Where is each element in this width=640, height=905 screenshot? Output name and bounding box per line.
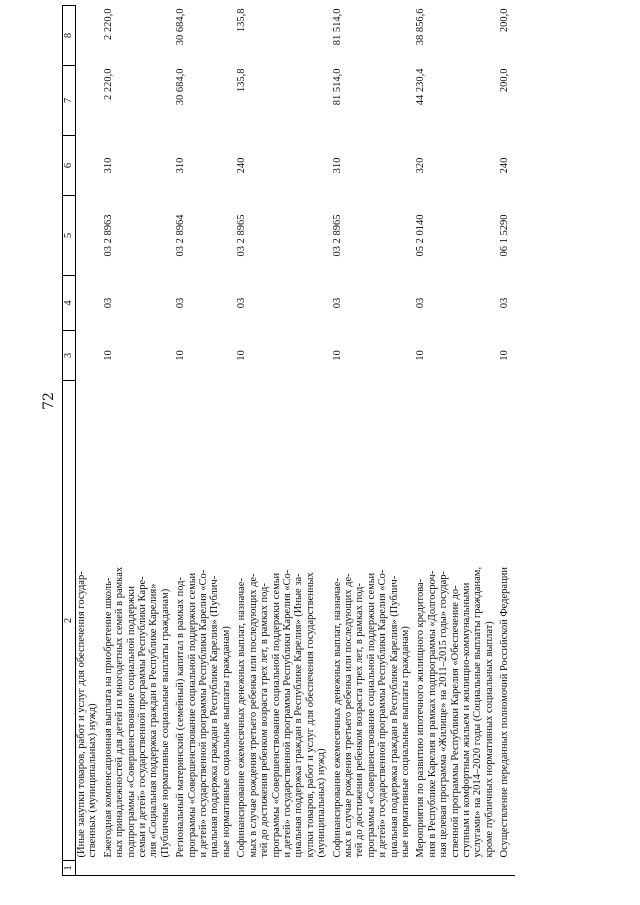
col-header: 1	[63, 861, 76, 876]
row-index-cell	[236, 861, 331, 876]
table-row	[499, 6, 514, 876]
row-expense-type: 310	[102, 157, 114, 174]
row-target-article: 05 2 0140	[415, 214, 427, 257]
row-amount-2: 135,8	[236, 8, 248, 33]
row-target-article: 03 2 8963	[102, 214, 114, 257]
row-target-article: 06 1 5290	[499, 214, 511, 257]
row-index-cell	[175, 861, 236, 876]
row-section	[76, 331, 103, 381]
row-index-cell	[499, 861, 514, 876]
col-header: 5	[63, 196, 76, 276]
row-expense-type: 310	[331, 157, 343, 174]
row-target-article: 03 2 8964	[175, 214, 187, 257]
row-index-cell	[76, 861, 103, 876]
row-amount-1: 200,0	[499, 68, 511, 93]
row-description: Осуществление переданных полномочий Российской Федерации	[499, 567, 511, 858]
row-amount-2: 81 514,0	[331, 8, 343, 46]
table-row	[103, 6, 175, 876]
row-subsection	[76, 276, 103, 331]
row-amount-1	[76, 66, 103, 136]
table-row	[332, 6, 416, 876]
row-target-article: 03 2 8965	[236, 214, 248, 257]
row-expense-type: 240	[236, 157, 248, 174]
row-expense-type	[76, 136, 103, 196]
row-amount-2: 2 220,0	[102, 8, 114, 40]
row-section: 10	[102, 350, 114, 361]
row-amount-2: 30 684,0	[175, 8, 187, 46]
page-number: 72	[40, 392, 57, 410]
row-amount-1: 135,8	[236, 68, 248, 93]
row-amount-1: 44 230,4	[415, 68, 427, 106]
row-section: 10	[499, 350, 511, 361]
row-description: Ежегодная компенсационная выплата на приобретение школь- ных принадлежностей для детей из многодетных семей в рамках подпрограммы «Совершенствование социальной поддержки семьи и детей» государственной программы Республики Каре- лия «Социальная поддержка граждан в Республике Карелия» (Публичные нормативные социальные выплаты гражданам)	[102, 566, 171, 858]
row-expense-type: 240	[499, 157, 511, 174]
row-amount-2: 38 856,6	[415, 8, 427, 46]
row-subsection: 03	[236, 297, 248, 309]
row-section: 10	[236, 350, 248, 361]
row-expense-type: 320	[415, 157, 427, 174]
row-amount-1: 30 684,0	[175, 68, 187, 106]
col-header: 6	[63, 136, 76, 196]
row-amount-2: 200,0	[499, 8, 511, 33]
row-section: 10	[415, 350, 427, 361]
row-description: Софинансирование ежемесячных денежных выплат, назначае- мых в случае рождения третьего ребенка или последующих де- тей до достижения ребенком возраста трех лет, в рамках под- программы «Совершенствование социальной поддержки семьи и детей» государственной программы Республики Карелия «Со- циальная поддержка граждан в Республике Карелия» (Иные за- купки товаров, работ и услуг для обеспечения государственных (муниципальных) нужд)	[236, 569, 328, 858]
col-header: 7	[63, 66, 76, 136]
row-amount-1: 2 220,0	[102, 68, 114, 100]
row-description: (Иные закупки товаров, работ и услуг для обеспечения государ- ственных (муниципальных) нужд)	[76, 571, 99, 858]
budget-table	[62, 5, 515, 876]
col-header: 4	[63, 276, 76, 331]
row-target-article	[76, 196, 103, 276]
col-header: 8	[63, 6, 76, 66]
table-row	[175, 6, 236, 876]
row-expense-type: 310	[175, 157, 187, 174]
row-section: 10	[175, 350, 187, 361]
row-description: Мероприятия по развитию ипотечного жилищного кредитова- ния в Республике Карелия в рамках подпрограммы «Долгосроч- ная целевая программа «Жилище» на 2011–2015 годы» государ- ственной программы Республики Карелия «Обеспечение до- ступным и комфортным жильем и жилищно-коммунальными услугами» на 2014–2020 годы (Социальные выплаты гражданам, кроме публичных нормативных социальных выплат)	[415, 566, 495, 858]
table-row	[76, 6, 103, 876]
col-header: 3	[63, 331, 76, 381]
row-amount-1: 81 514,0	[331, 68, 343, 106]
row-target-article: 03 2 8965	[331, 214, 343, 257]
table-row	[236, 6, 331, 876]
table-row	[415, 6, 499, 876]
row-subsection: 03	[499, 297, 511, 309]
row-section: 10	[331, 350, 343, 361]
col-header: 2	[63, 381, 76, 861]
row-index-cell	[103, 861, 175, 876]
header-row	[63, 6, 76, 876]
row-index-cell	[332, 861, 416, 876]
table-body	[76, 6, 515, 876]
row-subsection: 03	[175, 297, 187, 309]
row-description: Софинансирование ежемесячных денежных выплат, назначае- мых в случае рождения третьего ребенка или последующих де- тей до достижения ребенком возраста трех лет, в рамках под- программы «Совершенствование социальной поддержки семьи и детей» государственной программы Республики Карелия «Со- циальная поддержка граждан в Республике Карелия» (Публич- ные нормативные социальные выплаты гражданам)	[331, 569, 411, 858]
row-subsection: 03	[102, 297, 114, 309]
row-subsection: 03	[415, 297, 427, 309]
row-description: Региональный материнский (семейный) капитал в рамках под- программы «Совершенствование социальной поддержки семьи и детей» государственной программы Республики Карелия «Со- циальная поддержка граждан в Республике Карелия» (Публич- ные нормативные социальные выплаты гражданам)	[175, 569, 232, 858]
row-subsection: 03	[331, 297, 343, 309]
row-index-cell	[415, 861, 499, 876]
rotated-page	[62, 6, 622, 876]
row-amount-2	[76, 6, 103, 66]
